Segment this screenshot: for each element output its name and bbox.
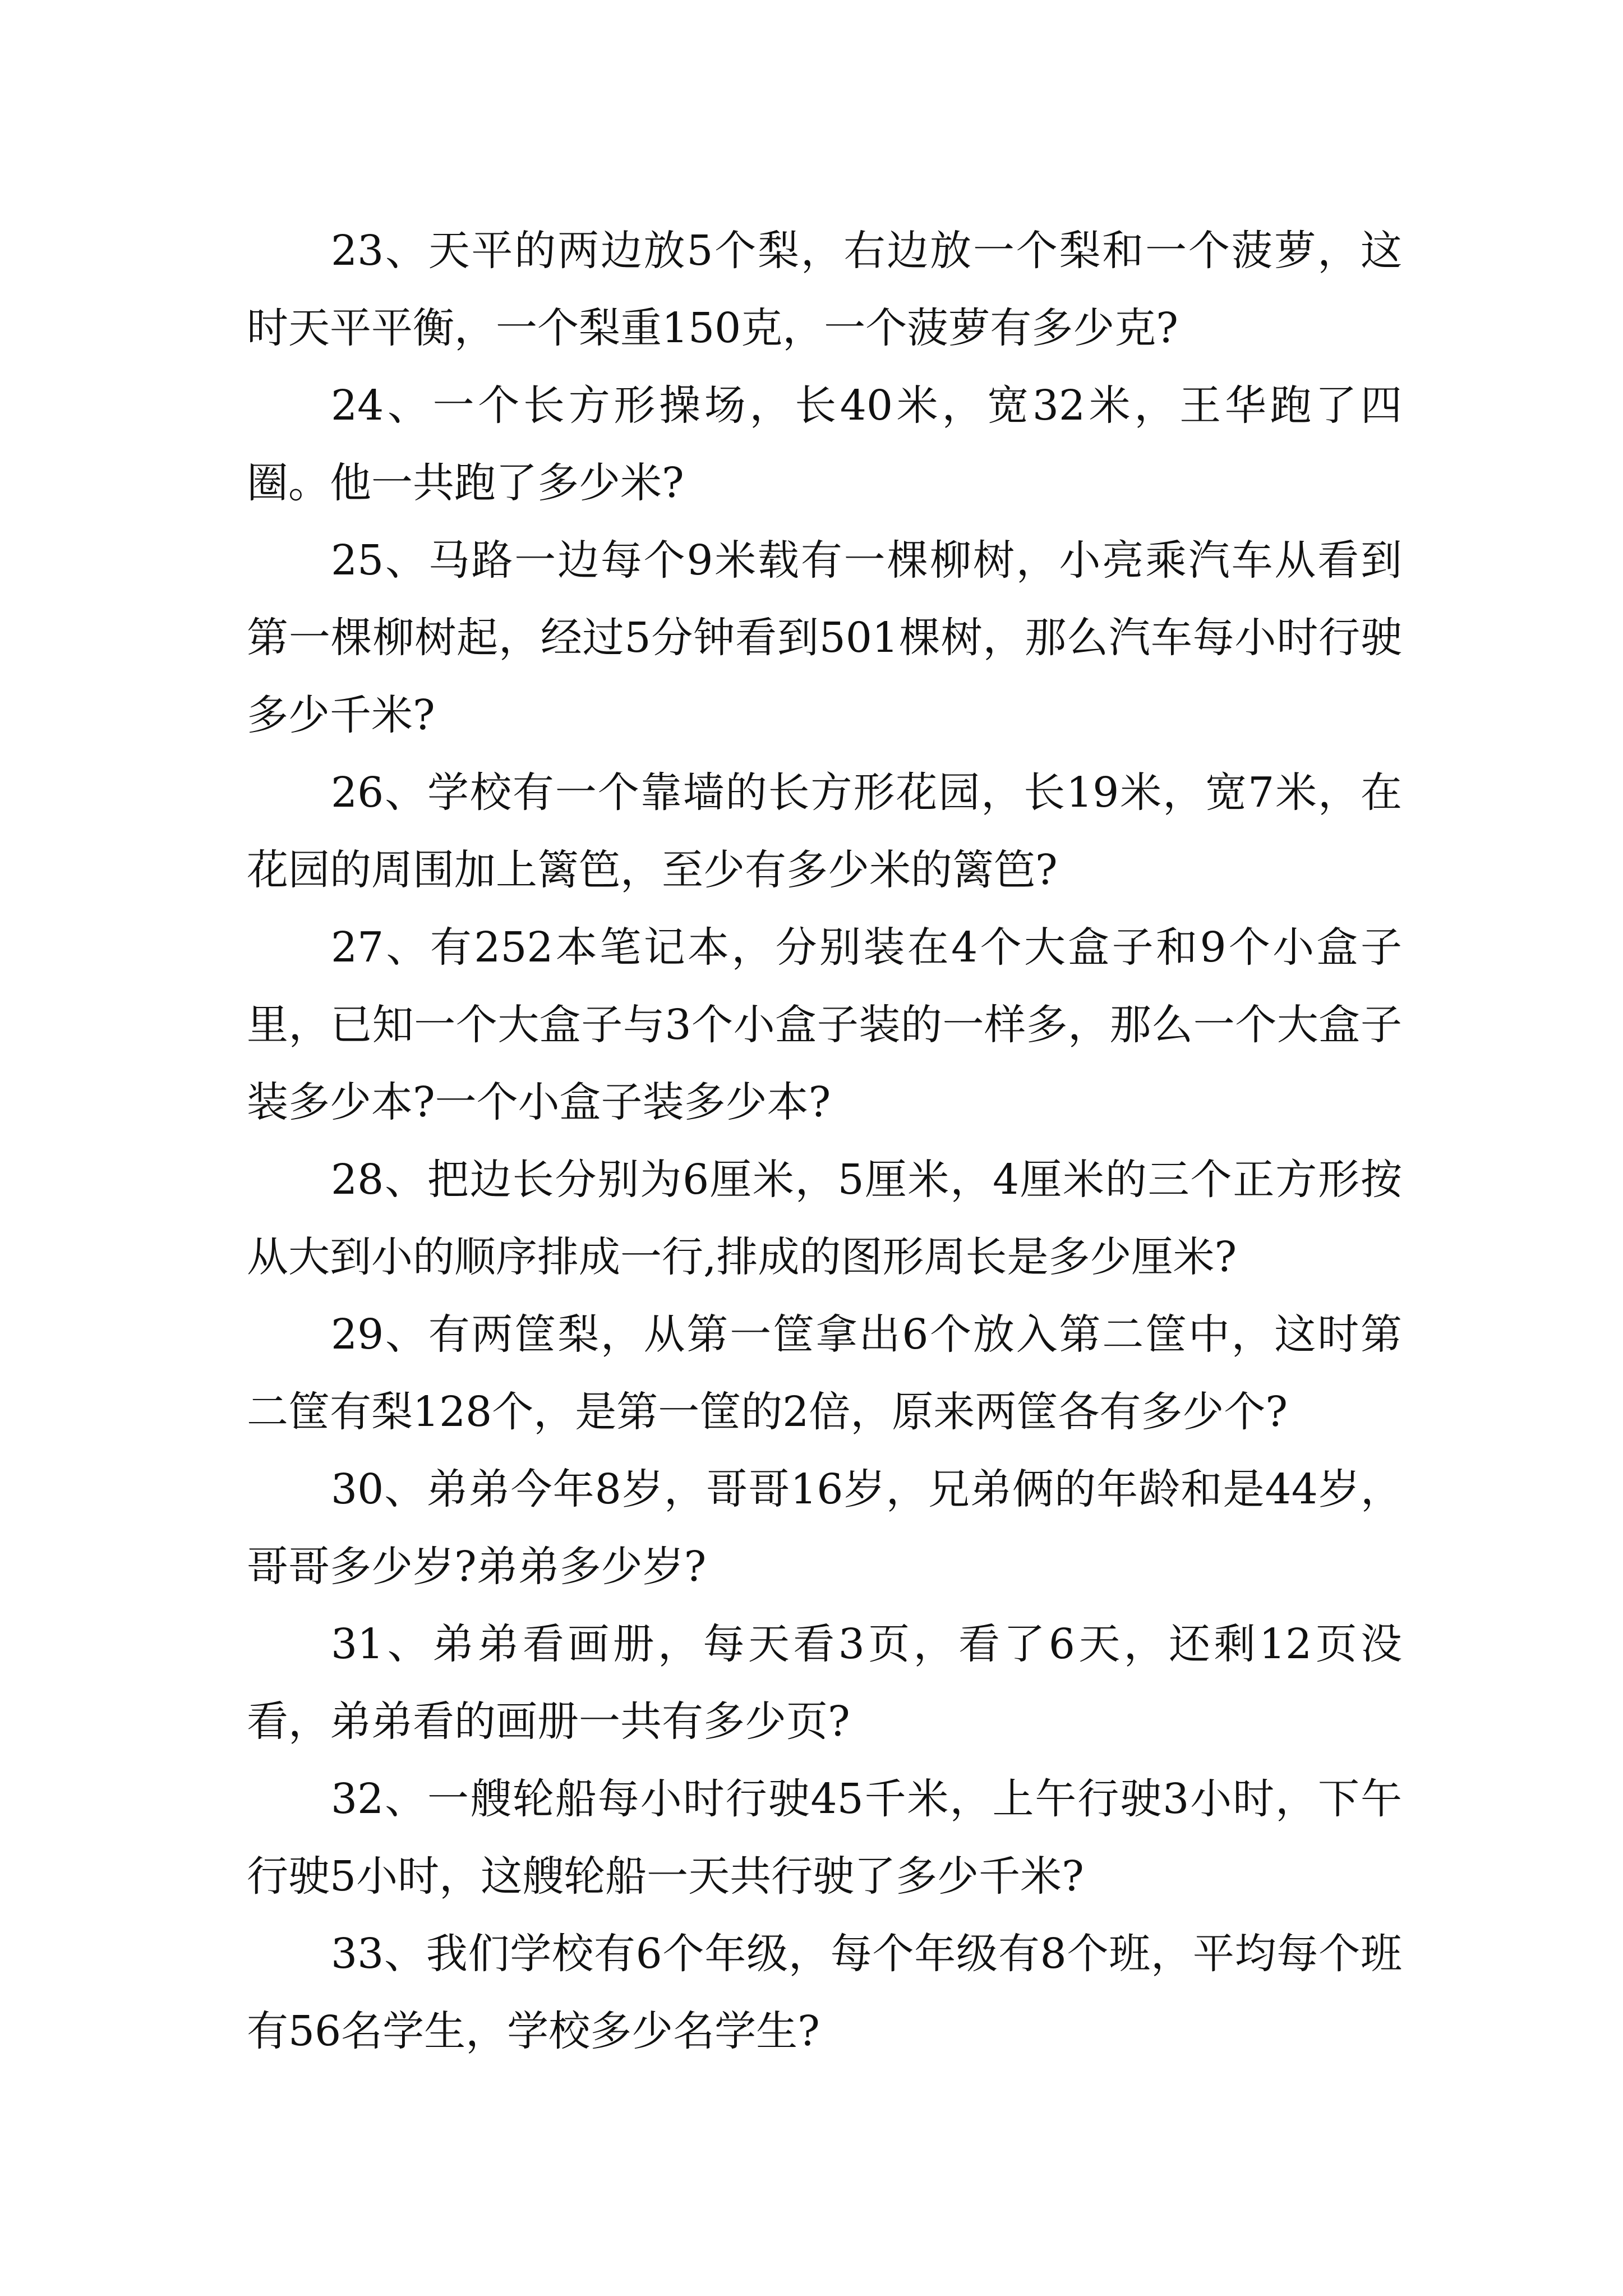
problem-30: 30、弟弟今年8岁，哥哥16岁，兄弟俩的年龄和是44岁，哥哥多少岁?弟弟多少岁? [247, 1465, 1402, 1591]
problem-25: 25、马路一边每个9米载有一棵柳树，小亮乘汽车从看到第一棵柳树起，经过5分钟看到501棵树，那么汽车每小时行驶多少千米? [247, 536, 1402, 739]
problem-list [247, 212, 1402, 2070]
problem-27: 27、有252本笔记本，分别装在4个大盒子和9个小盒子里，已知一个大盒子与3个小盒子装的一样多，那么一个大盒子装多少本?一个小盒子装多少本? [247, 923, 1402, 1126]
problem-26: 26、学校有一个靠墙的长方形花园，长19米，宽7米，在花园的周围加上篱笆，至少有多少米的篱笆? [247, 769, 1402, 894]
problem-23: 23、天平的两边放5个梨，右边放一个梨和一个菠萝，这时天平平衡，一个梨重150克，一个菠萝有多少克? [247, 227, 1402, 352]
problem-31: 31、弟弟看画册，每天看3页，看了6天，还剩12页没看，弟弟看的画册一共有多少页? [247, 1620, 1402, 1746]
problem-33: 33、我们学校有6个年级，每个年级有8个班，平均每个班有56名学生，学校多少名学生? [247, 1930, 1402, 2055]
problem-28: 28、把边长分别为6厘米，5厘米，4厘米的三个正方形按从大到小的顺序排成一行,排成的图形周长是多少厘米? [247, 1156, 1402, 1281]
problem-32: 32、一艘轮船每小时行驶45千米，上午行驶3小时，下午行驶5小时，这艘轮船一天共行驶了多少千米? [247, 1775, 1402, 1901]
problem-29: 29、有两筐梨，从第一筐拿出6个放入第二筐中，这时第二筐有梨128个，是第一筐的2倍，原来两筐各有多少个? [247, 1310, 1402, 1436]
problem-24: 24、一个长方形操场，长40米，宽32米，王华跑了四圈。他一共跑了多少米? [247, 381, 1402, 507]
